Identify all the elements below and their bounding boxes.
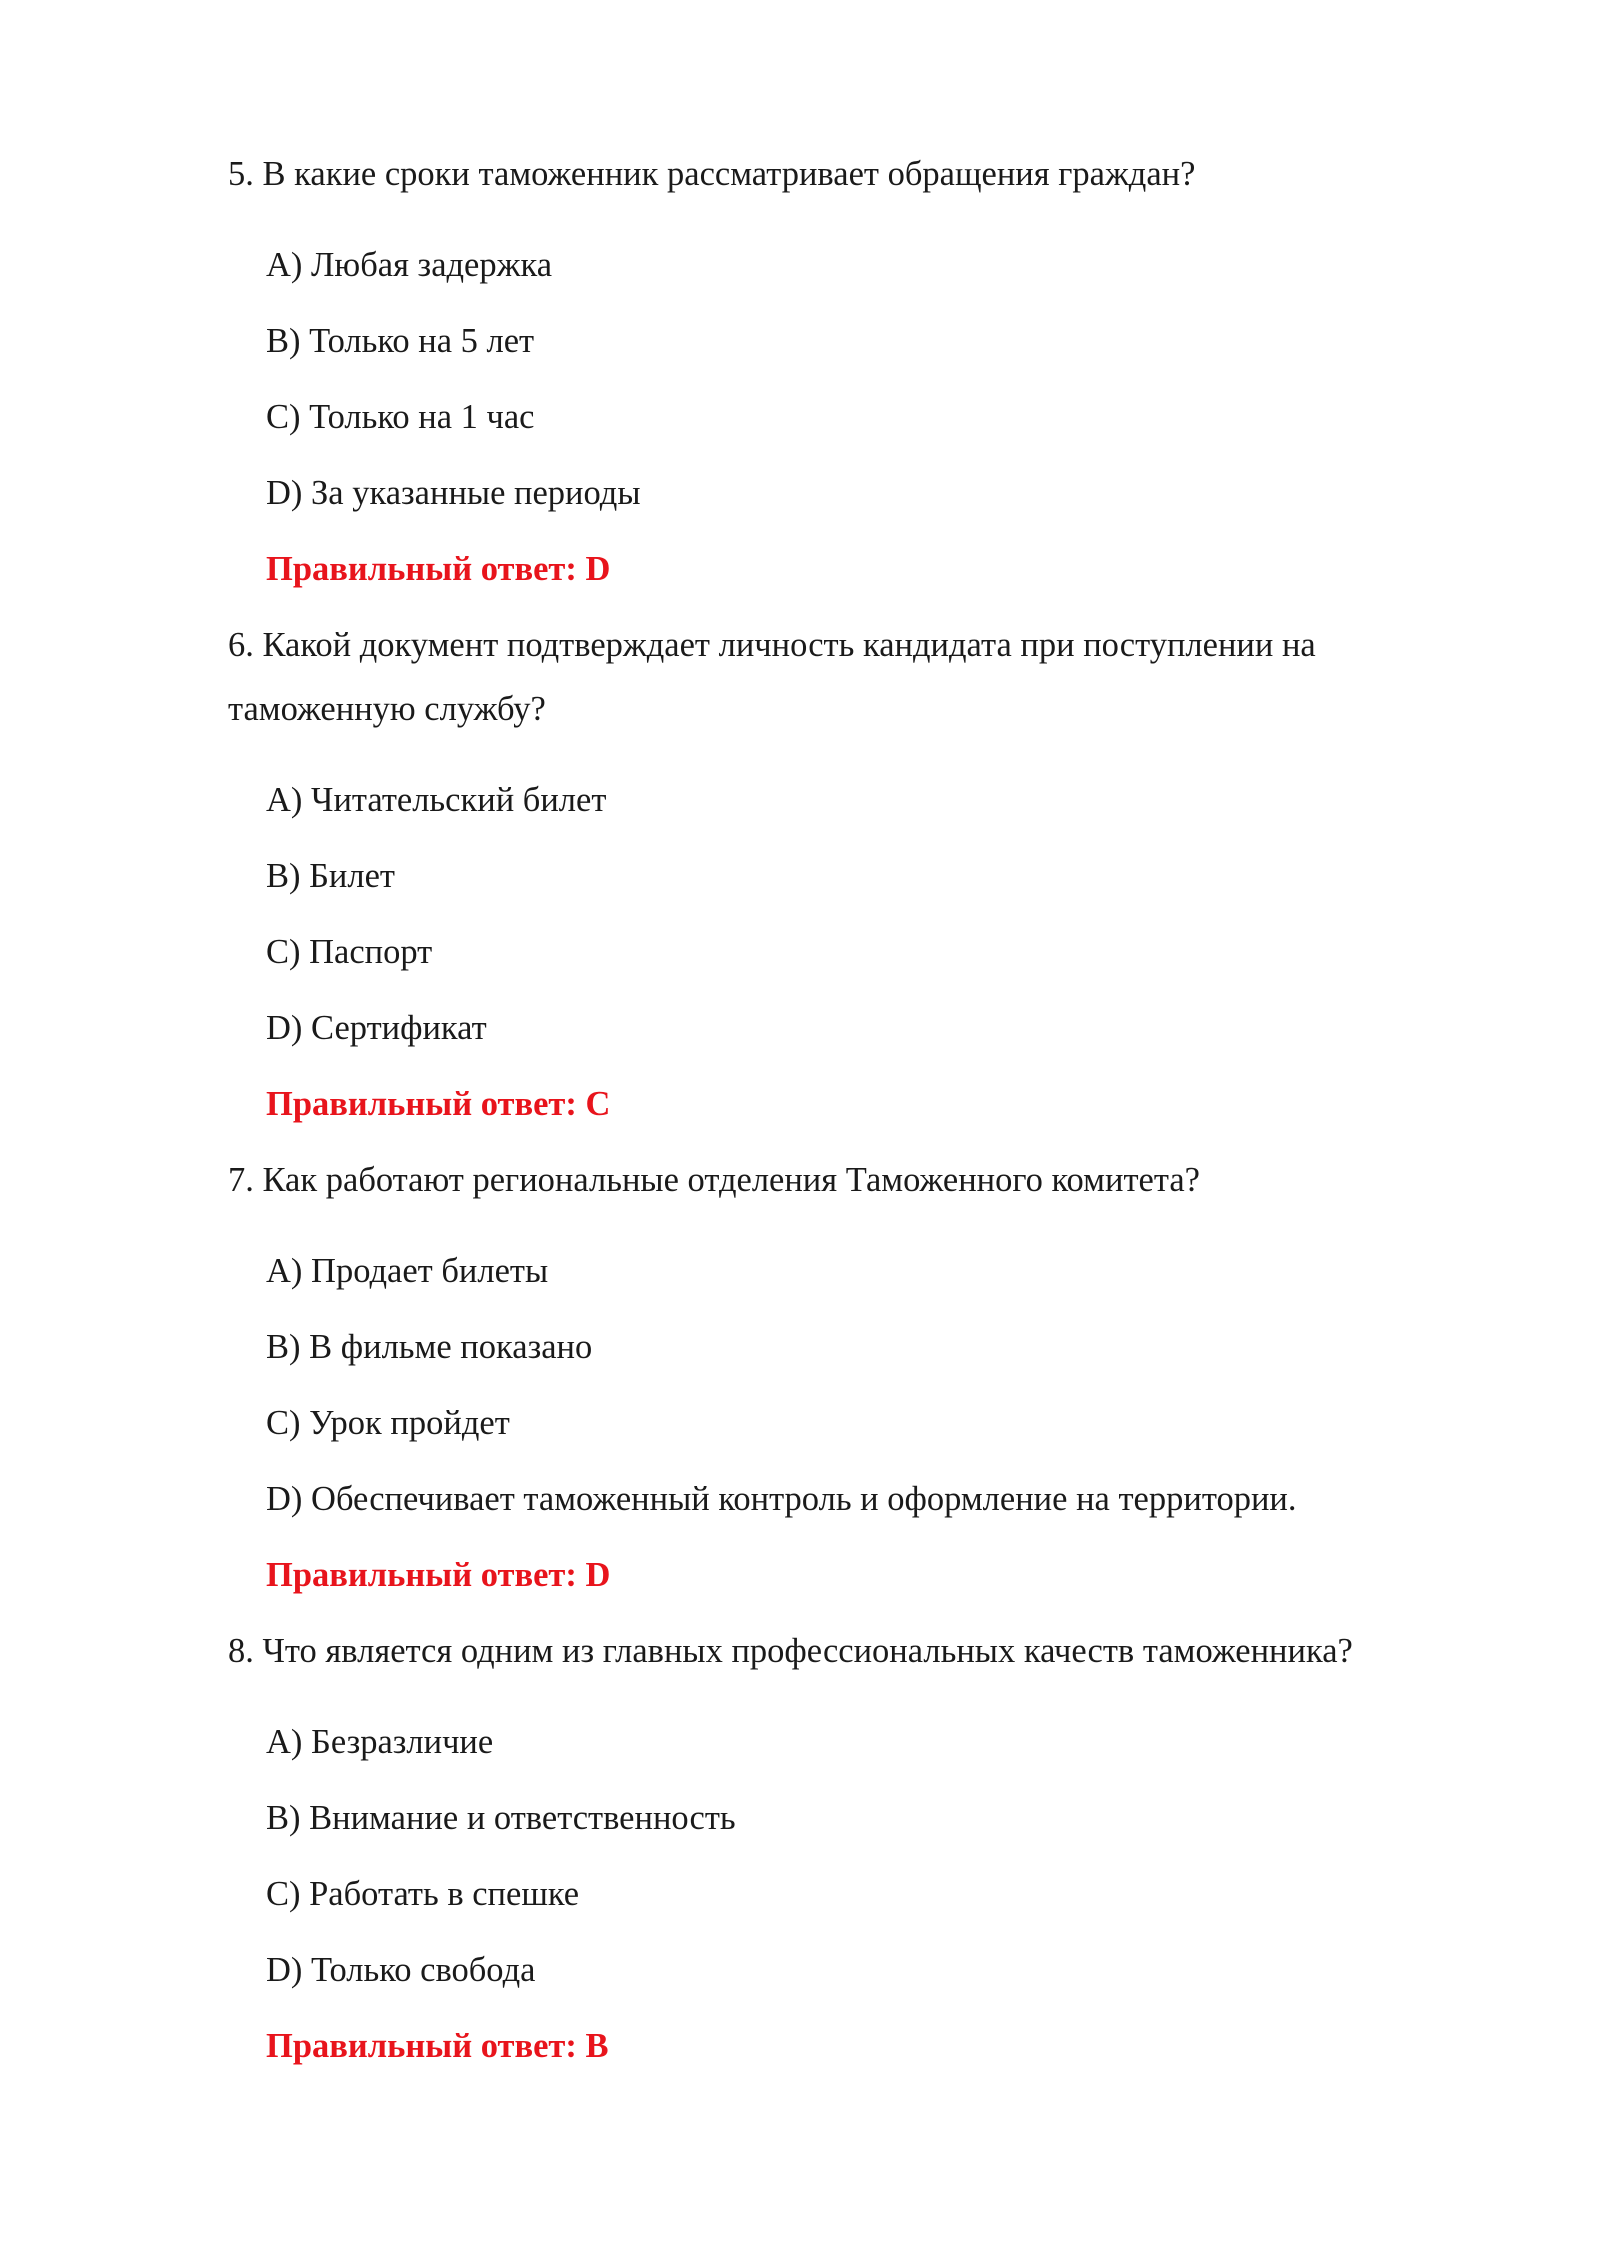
answer-option: C) Только на 1 час: [266, 398, 535, 436]
answer-option: B) Только на 5 лет: [266, 322, 535, 360]
answer-option: B) В фильме показано: [266, 1328, 593, 1366]
answer-option: D) Только свобода: [266, 1951, 536, 1989]
question-text: 7. Как работают региональные отделения Таможенного комитета?: [228, 1161, 1200, 1199]
answer-option: D) Обеспечивает таможенный контроль и оформление на территории.: [266, 1480, 1297, 1518]
answer-option: C) Паспорт: [266, 933, 433, 971]
answer-option: A) Продает билеты: [266, 1252, 549, 1290]
answer-option: D) Сертификат: [266, 1009, 487, 1047]
correct-answer: Правильный ответ: C: [266, 1085, 611, 1123]
correct-answer: Правильный ответ: D: [266, 1556, 611, 1594]
question-text: 8. Что является одним из главных профессиональных качеств таможенника?: [228, 1632, 1353, 1670]
answer-option: B) Билет: [266, 857, 396, 895]
answer-option: D) За указанные периоды: [266, 474, 641, 512]
answer-option: A) Любая задержка: [266, 246, 553, 284]
correct-answer: Правильный ответ: D: [266, 550, 611, 588]
answer-option: B) Внимание и ответственность: [266, 1799, 736, 1837]
question-text: 6. Какой документ подтверждает личность кандидата при поступлении на таможенную службу?: [228, 626, 1316, 728]
answer-option: C) Работать в спешке: [266, 1875, 580, 1913]
answer-option: A) Безразличие: [266, 1723, 494, 1761]
answer-option: A) Читательский билет: [266, 781, 607, 819]
correct-answer: Правильный ответ: B: [266, 2027, 609, 2065]
question-text: 5. В какие сроки таможенник рассматривает обращения граждан?: [228, 155, 1196, 193]
answer-option: C) Урок пройдет: [266, 1404, 510, 1442]
